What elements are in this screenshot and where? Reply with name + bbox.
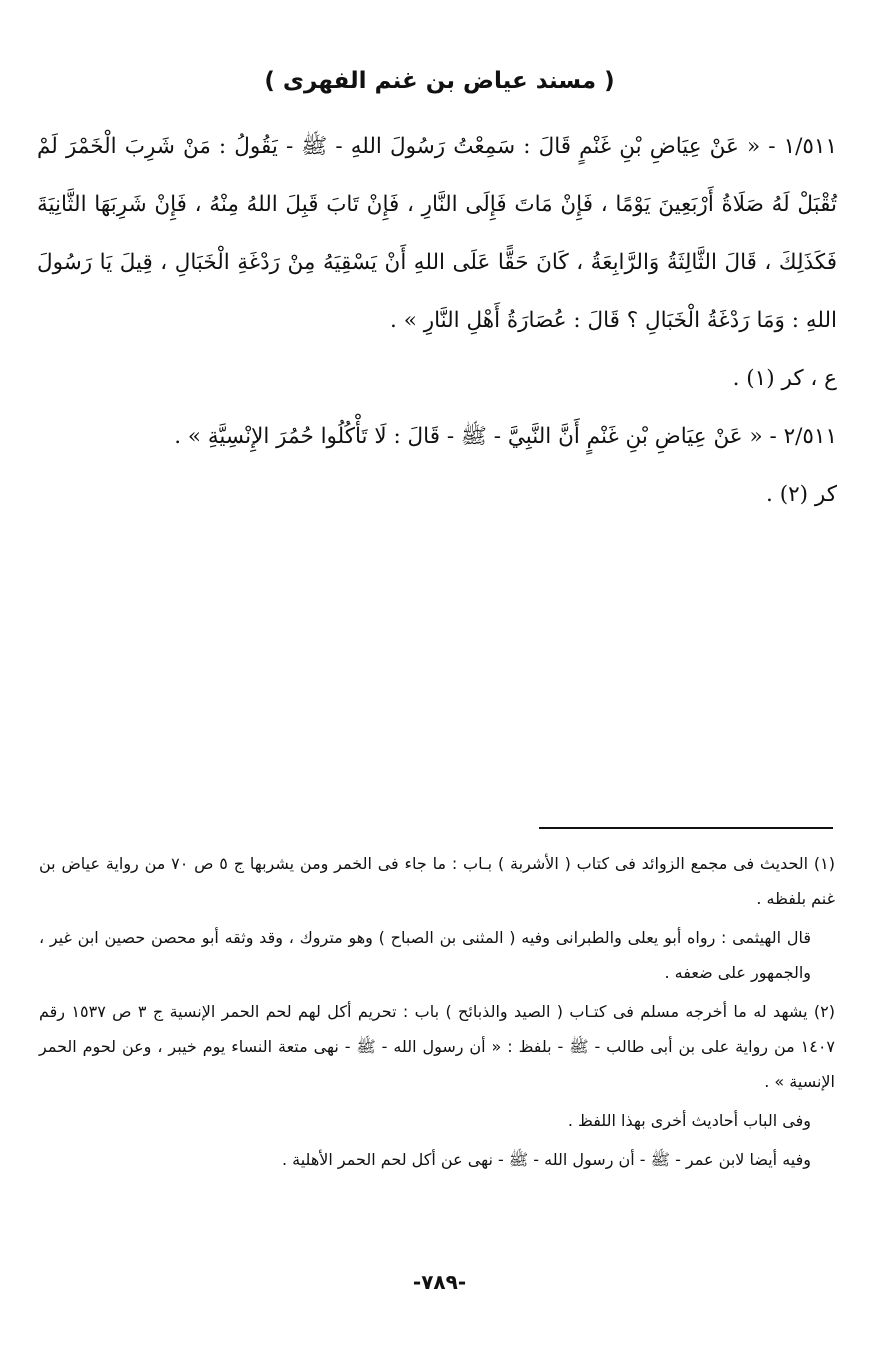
- hadith-body: [37, 118, 837, 524]
- section-title: ( مسند عياض بن غنم الفهرى ): [264, 68, 615, 94]
- hadith-source-2: كر (٢) .: [766, 482, 837, 507]
- hadith-source-1: ع ، كر (١) .: [732, 366, 837, 391]
- hadith-text-1: ١/٥١١ - « عَنْ عِيَاضِ بْنِ غَنْمٍ قَالَ : سَمِعْتُ رَسُولَ اللهِ - ﷺ - يَقُولُ : مَنْ شَرِبَ الْخَمْرَ لَمْ تُقْبَلْ لَهُ صَلَاةُ أَرْبَعِينَ يَوْمًا ، فَإِنْ مَاتَ فَإِلَى النَّارِ ، فَإِنْ تَابَ قَبِلَ اللهُ مِنْهُ ، فَإِنْ شَرِبَهَا الثَّانِيَةَ فَكَذَلِكَ ، قَالَ الثَّالِثَةُ وَالرَّابِعَةُ ، كَانَ حَقًّا عَلَى اللهِ أَنْ يَسْقِيَهُ مِنْ رَدْغَةِ الْخَبَالِ ، قِيلَ يَا رَسُولَ اللهِ : وَمَا رَدْغَةُ الْخَبَالِ ؟ قَالَ : عُصَارَةُ أَهْلِ النَّارِ » .: [37, 134, 837, 333]
- footnote-2-note-a: وفى الباب أحاديث أخرى بهذا اللفظ .: [567, 1111, 811, 1130]
- footnote-2: (٢) يشهد له ما أخرجه مسلم فى كتـاب ( الصيد والذبائح ) باب : تحريم أكل لهم لحم الحمر الإنسية ج ٣ ص ١٥٣٧ رقم ١٤٠٧ من رواية على بن أبى طالب - ﷺ - بلفظ : « أن رسول الله - ﷺ - نهى متعة النساء يوم خيبر ، وعن لحوم الحمر الإنسية » .: [39, 1002, 836, 1091]
- page-number: -٧٨٩-: [412, 1270, 467, 1294]
- footnote-separator: [539, 827, 833, 829]
- hadith-text-2: ٢/٥١١ - « عَنْ عِيَاضِ بْنِ غَنْمٍ أَنَّ النَّبِيَّ - ﷺ - قَالَ : لَا تَأْكُلُوا حُمُرَ الإِنْسِيَّةِ » .: [174, 424, 837, 449]
- footnotes: [39, 846, 835, 1181]
- footnote-2-note-b: وفيه أيضا لابن عمر - ﷺ - أن رسول الله - ﷺ - نهى عن أكل لحم الحمر الأهلية .: [281, 1150, 811, 1169]
- footnote-1-note: قال الهيثمى : رواه أبو يعلى والطبرانى وفيه ( المثنى بن الصباح ) وهو متروك ، وقد وثقه أبو محصن حصين ابن غير ، والجمهور على ضعفه .: [39, 928, 811, 982]
- footnote-1: (١) الحديث فى مجمع الزوائد فى كتاب ( الأشربة ) بـاب : ما جاء فى الخمر ومن يشربها ج ٥ ص ٧٠ من رواية عياض بن غنم بلفظه .: [39, 854, 836, 908]
